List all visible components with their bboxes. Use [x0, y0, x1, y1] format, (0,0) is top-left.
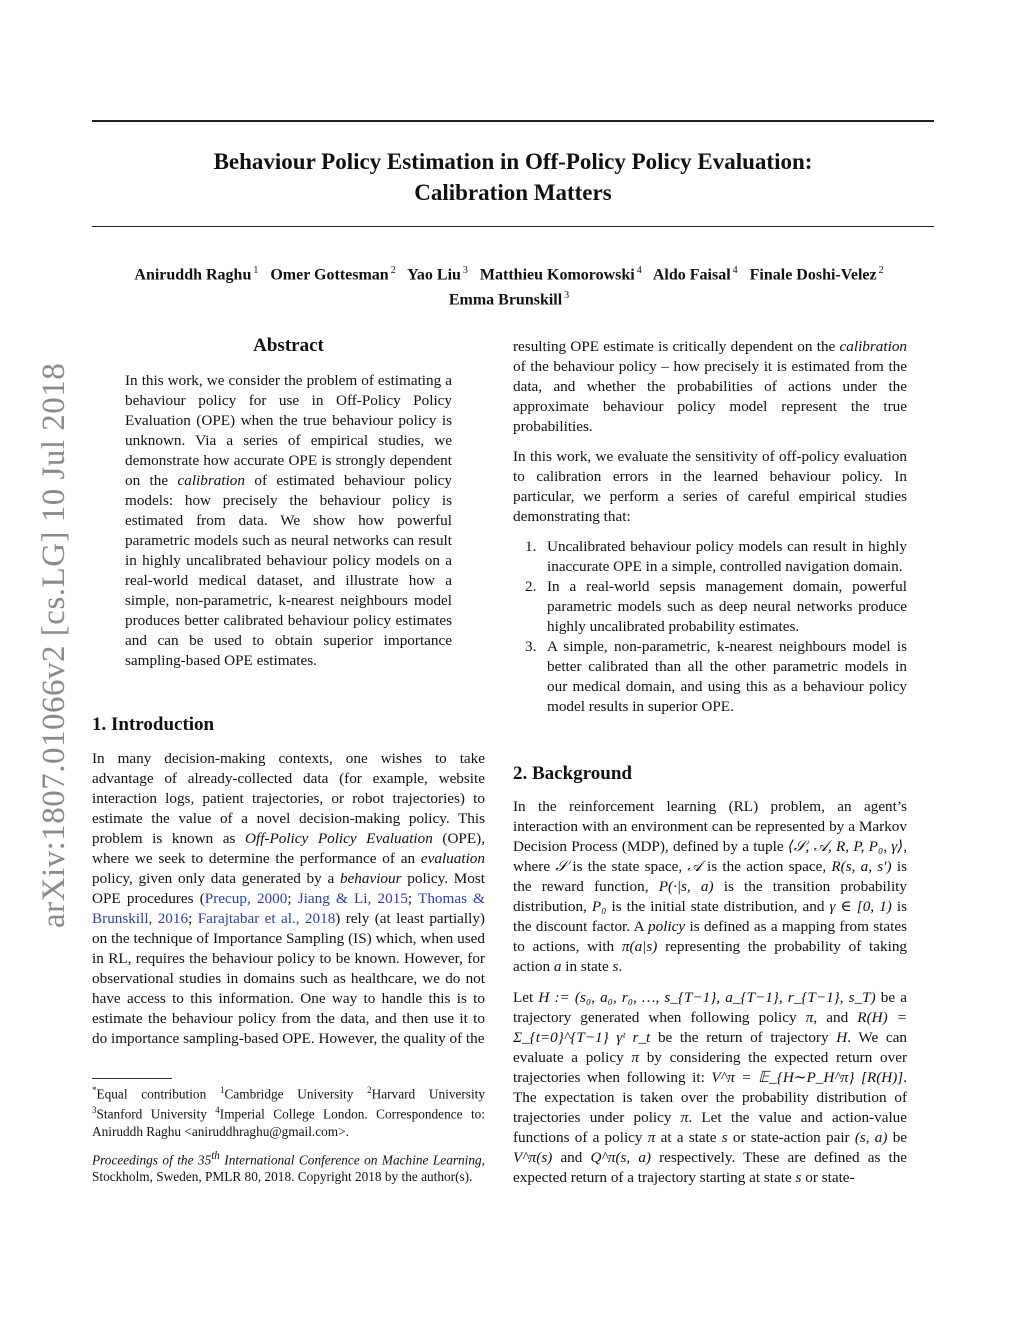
intro-text: In many decision-making contexts, one wishes to take advantage of already-collected data (for example, website interaction logs, patient trajectories, or robot trajectories) to estimate the value of a novel decision-making policy. This problem is known as	[92, 750, 485, 847]
footnote-text: Stanford University	[96, 1106, 207, 1122]
math: V^π(s)	[513, 1149, 553, 1166]
author-name: Emma Brunskill	[448, 291, 563, 309]
bg-text: .	[618, 958, 623, 975]
list-text: In a real-world sepsis management domain, powerful parametric models such as deep neural networks produce highly uncalibrated probability estimates.	[547, 578, 907, 635]
proceedings-text: Proceedings of the 35	[92, 1152, 212, 1168]
intro-text: policy, given only data generated by a	[92, 870, 335, 887]
abstract-text-a: In this work, we consider the problem of estimating a behaviour policy for use in Off-Policy Policy Evaluation (OPE) when the true behaviour policy is unknown. Via a series of empirical studies, we demonstrate how accurate OPE is strongly dependent on the	[125, 372, 452, 489]
abstract-emphasis: calibration	[177, 472, 245, 489]
right-paragraph-2: In this work, we evaluate the sensitivity of off-policy evaluation to calibration errors in the learned behaviour policy. In particular, we perform a series of careful empirical studies demonstrating that:	[513, 448, 907, 525]
intro-emphasis: Off-Policy Policy Evaluation	[245, 830, 433, 847]
bg-text: is the transition probability distribution,	[513, 878, 907, 915]
math: 𝒮	[555, 858, 568, 875]
bg-text: or state-action pair	[732, 1129, 850, 1146]
intro-paragraph: In many decision-making contexts, one wishes to take advantage of already-collected data (for example, website interaction logs, patient trajectories, or robot trajectories) to estimate the value of a novel decision-making policy. This problem is known as Off-Policy Policy Evaluation (OPE), where we seek to determine the performance of an evaluation policy, given only data generated by a behaviour policy. Most OPE procedures (Precup, 2000; Jiang & Li, 2015; Thomas & Brunskill, 2016; Farajtabar et al., 2018) rely (at least partially) on the technique of Importance Sampling (IS) which, when used in RL, requires the behaviour policy to be known. However, for observational studies in domains such as healthcare, we do not have access to this information. One way to handle this is to estimate the behaviour policy from the data, and then use it to do importance sampling-based OPE. However, the quality of the	[92, 750, 486, 1047]
author-affiliation: 4	[732, 265, 738, 276]
title-bottom-rule	[92, 226, 934, 227]
proceedings-sup: th	[211, 1150, 220, 1162]
right-text: resulting OPE estimate is critically dependent on the	[513, 338, 836, 355]
math: π	[805, 1009, 814, 1026]
author-name: Finale Doshi-Velez	[749, 266, 877, 284]
intro-text: (OPE), where we seek to determine the performance of an	[92, 830, 485, 867]
bg-text: respectively. These are defined as the expected return of a trajectory starting at state	[513, 1149, 908, 1186]
bg-text: be	[892, 1129, 908, 1146]
bg-text: is the discount factor. A	[513, 898, 907, 935]
author-affiliation: 3	[462, 265, 468, 276]
bg-text: and	[560, 1149, 583, 1166]
proceedings-note	[92, 1148, 485, 1185]
math: P₀	[591, 898, 607, 915]
author-affiliation: 3	[564, 290, 570, 302]
bg-text: , and	[813, 1009, 849, 1026]
author-name: Yao Liu	[407, 266, 461, 284]
math: (s, a)	[854, 1129, 888, 1146]
author-affiliation: 1	[253, 265, 259, 276]
list-number: 3.	[525, 638, 537, 655]
list-text: Uncalibrated behaviour policy models can result in highly inaccurate OPE in a simple, controlled navigation domain.	[547, 538, 907, 575]
title-top-rule	[92, 120, 934, 122]
footnote: *Equal contribution $^1$Cambridge University $^2$Harvard University $^3$Stanford University $^4$Imperial College London. Correspondence to: Aniruddh Raghu <aniruddhraghu@gmail.com>.	[92, 1085, 486, 1139]
abstract-text	[125, 371, 452, 671]
bg-text: . We can evaluate a policy	[513, 1029, 908, 1066]
author-list	[92, 260, 934, 311]
intro-text: ) rely (at least partially) on the technique of Importance Sampling (IS) which, when used in RL, requires the behaviour policy to be known. However, for observational studies in domains such as healthcare, we do not have access to this information. One way to handle this is to estimate the behaviour policy from the data, and then use it to do importance sampling-based OPE. However, the quality of the	[92, 910, 485, 1047]
math: ⟨𝒮, 𝒜, R, P, P₀, γ⟩	[787, 838, 904, 855]
background-paragraph-2	[513, 988, 907, 1188]
paper-title	[92, 146, 934, 208]
title-line-2: Calibration Matters	[414, 180, 612, 205]
bg-text: by considering the expected return over trajectories when following it:	[513, 1049, 907, 1086]
author-name: Omer Gottesman	[270, 266, 389, 284]
background-heading: 2. Background	[513, 763, 632, 784]
author-affiliation: 4	[636, 265, 642, 276]
abstract-text-b: of estimated behaviour policy models: how precisely the behaviour policy is estimated from data. We show how powerful parametric models such as neural networks can result in highly uncalibrated behaviour policy models on a real-world medical dataset, and illustrate how a simple, non-parametric, k-nearest neighbours model produces better calibrated behaviour policy estimates and can be used to obtain superior importance sampling-based OPE estimates.	[125, 472, 453, 669]
math: R(H) = Σ_{t=0}^{T−1} γᵗ r_t	[513, 1009, 908, 1046]
author-name: Aniruddh Raghu	[134, 266, 252, 284]
citation-link[interactable]: Thomas & Brunskill, 2016	[92, 890, 485, 927]
math: π	[631, 1049, 639, 1066]
list-item	[513, 577, 907, 637]
math: a	[553, 958, 562, 975]
right-text: of the behaviour policy – how precisely it is estimated from the data, and whether the probabilities of actions under the approximate behaviour policy model represent the true probabilities.	[513, 358, 907, 435]
intro-heading: 1. Introduction	[92, 714, 215, 735]
arxiv-stamp: arXiv:1807.01066v2 [cs.LG] 10 Jul 2018	[36, 362, 72, 928]
list-number: 2.	[525, 578, 537, 595]
footnote-text: Cambridge University	[224, 1086, 354, 1102]
bg-text: in state	[565, 958, 609, 975]
footnote-text: Imperial College London. Correspondence to: Aniruddh Raghu <aniruddhraghu@gmail.com>.	[92, 1106, 485, 1139]
footnote-text: Harvard University	[371, 1086, 486, 1102]
list-text: A simple, non-parametric, k-nearest neighbours model is better calibrated than all the other parametric models in our medical domain, and using this as a behaviour policy model results in superior OPE.	[547, 638, 907, 715]
math: 𝒜	[687, 858, 702, 875]
title-line-1: Behaviour Policy Estimation in Off-Policy Policy Evaluation:	[213, 149, 813, 174]
intro-emphasis: evaluation	[420, 850, 485, 867]
math: V^π = 𝔼_{H∼P_H^π} [R(H)]	[711, 1069, 904, 1086]
proceedings-text: International Conference on Machine Learning	[224, 1152, 482, 1168]
bg-text: , where	[513, 838, 907, 875]
bg-text: is the state space,	[572, 858, 683, 875]
math: s	[721, 1129, 728, 1146]
citation-link[interactable]: Farajtabar et al., 2018	[197, 910, 336, 927]
list-item	[513, 537, 907, 577]
list-item	[513, 637, 907, 717]
math: P(·|s, a)	[658, 878, 714, 895]
bg-text: be the return of trajectory	[657, 1029, 829, 1046]
bg-text: In the reinforcement learning (RL) problem, an agent’s interaction with an environment can be represented by a Markov Decision Process (MDP), defined by a tuple	[513, 798, 907, 855]
math: π	[680, 1109, 689, 1126]
right-paragraph-1	[513, 337, 907, 437]
math: R(s, a, s′)	[831, 858, 892, 875]
math: s	[795, 1169, 802, 1186]
bg-text: . The expectation is taken over the probability distribution of trajectories under policy	[513, 1069, 908, 1126]
footnote-rule	[92, 1078, 172, 1079]
bg-text: representing the probability of taking action	[513, 938, 908, 975]
math: Q^π(s, a)	[590, 1149, 651, 1166]
bg-text: at a state	[660, 1129, 717, 1146]
bg-text: is the action space,	[707, 858, 827, 875]
math: H := (s₀, a₀, r₀, …, s_{T−1}, a_{T−1}, r_{T−1}, s_T)	[538, 989, 876, 1006]
citation-link[interactable]: Jiang & Li, 2015	[297, 890, 408, 907]
bg-text: or state-	[805, 1169, 855, 1186]
bg-text: . Let the value and action-value functions of a policy	[513, 1109, 907, 1146]
bg-text: is the reward function,	[513, 858, 907, 895]
math: γ ∈ [0, 1)	[829, 898, 892, 915]
contribution-list	[513, 537, 907, 717]
footnote-text: Equal contribution	[96, 1086, 207, 1102]
proceedings-text: , Stockholm, Sweden, PMLR 80, 2018. Copyright 2018 by the author(s).	[92, 1152, 485, 1185]
right-emphasis: calibration	[839, 338, 908, 355]
bg-text: is defined as a mapping from states to actions, with	[513, 918, 908, 955]
intro-emphasis: behaviour	[339, 870, 402, 887]
abstract-heading: Abstract	[253, 335, 324, 356]
bg-emphasis: policy	[648, 918, 686, 935]
citation-link[interactable]: Precup, 2000	[204, 890, 288, 907]
author-name: Aldo Faisal	[652, 266, 731, 284]
math: π(a|s)	[621, 938, 658, 955]
list-number: 1.	[525, 538, 537, 555]
math: π	[647, 1129, 656, 1146]
bg-text: be a trajectory generated when following policy	[513, 989, 907, 1026]
bg-text: Let	[513, 989, 534, 1006]
math: s	[612, 958, 619, 975]
intro-text: policy. Most OPE procedures (	[92, 870, 486, 907]
author-name: Matthieu Komorowski	[479, 266, 635, 284]
author-affiliation: 2	[878, 265, 884, 276]
background-paragraph-1	[513, 797, 907, 977]
math: H	[836, 1029, 848, 1046]
author-affiliation: 2	[390, 265, 396, 276]
bg-text: is the initial state distribution, and	[611, 898, 825, 915]
